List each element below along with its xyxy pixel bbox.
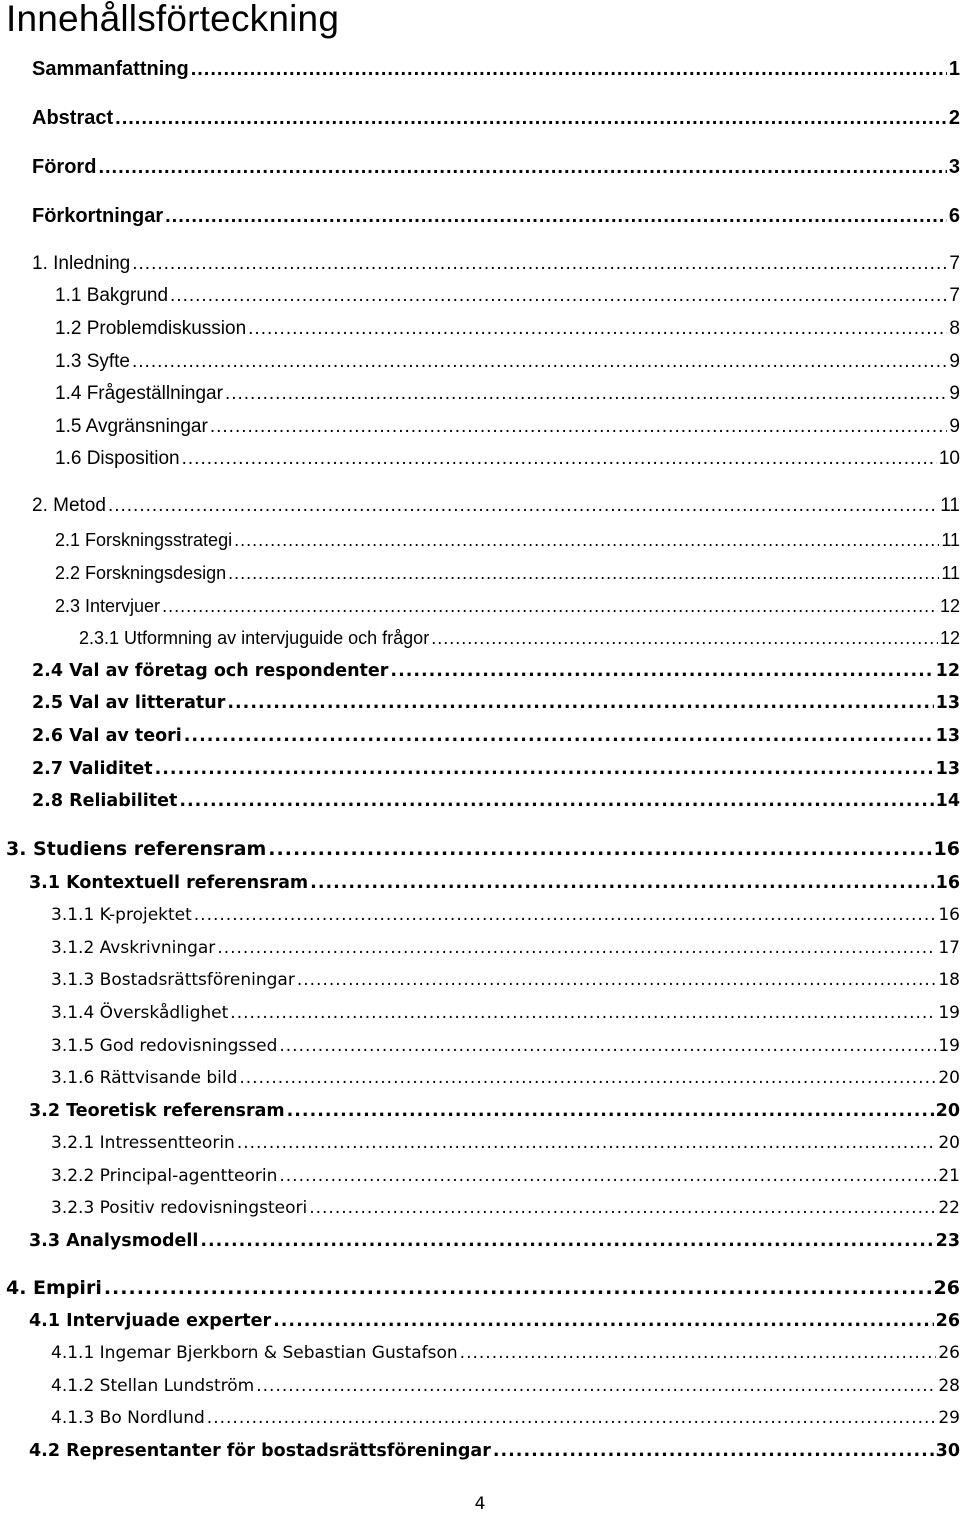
- toc-entry[interactable]: 3.1.1 K-projektet ..... 16: [51, 905, 960, 935]
- toc-entry[interactable]: 3.2 Teoretisk referensram ..... 20: [29, 1101, 960, 1131]
- toc-entry[interactable]: 1.3 Syfte ..... 9: [55, 351, 960, 381]
- toc-entry[interactable]: 2.5 Val av litteratur ..... 13: [32, 693, 960, 723]
- toc-entry[interactable]: 2.2 Forskningsdesign ..... 11: [55, 563, 960, 593]
- toc-entry[interactable]: 4.1.3 Bo Nordlund ..... 29: [51, 1408, 960, 1438]
- toc-entry[interactable]: 1. Inledning ..... 7: [32, 253, 960, 283]
- toc-entry[interactable]: 2.4 Val av företag och respondenter ..... 12: [32, 661, 960, 691]
- toc-entry[interactable]: 2.3 Intervjuer ..... 12: [55, 596, 960, 626]
- toc-entry[interactable]: Sammanfattning ..... 1: [32, 58, 960, 88]
- toc-entry[interactable]: 2.6 Val av teori ..... 13: [32, 726, 960, 756]
- toc-entry[interactable]: Abstract ..... 2: [32, 107, 960, 137]
- toc-entry[interactable]: 1.1 Bakgrund ..... 7: [55, 285, 960, 315]
- toc-entry[interactable]: 2.3.1 Utformning av intervjuguide och frågor ..... 12: [79, 628, 960, 658]
- page-number: 4: [474, 1494, 486, 1514]
- toc-entry[interactable]: 1.5 Avgränsningar ..... 9: [55, 416, 960, 446]
- toc-entry[interactable]: 3.1 Kontextuell referensram ..... 16: [29, 873, 960, 903]
- toc-entry[interactable]: 1.6 Disposition ..... 10: [55, 448, 960, 478]
- toc-entry[interactable]: 3.1.5 God redovisningssed ..... 19: [51, 1036, 960, 1066]
- toc-entry[interactable]: Förkortningar ..... 6: [32, 205, 960, 235]
- toc-entry[interactable]: 3.1.6 Rättvisande bild ..... 20: [51, 1068, 960, 1098]
- toc-entry[interactable]: 2.8 Reliabilitet ..... 14: [32, 791, 960, 821]
- toc-entry[interactable]: 4. Empiri ..... 26: [6, 1277, 960, 1307]
- toc-entry[interactable]: 3.1.2 Avskrivningar ..... 17: [51, 938, 960, 968]
- toc-entry[interactable]: 3.1.3 Bostadsrättsföreningar ..... 18: [51, 970, 960, 1000]
- toc-entry[interactable]: 1.2 Problemdiskussion ..... 8: [55, 318, 960, 348]
- toc-entry[interactable]: 2.1 Forskningsstrategi ..... 11: [55, 530, 960, 560]
- toc-entry[interactable]: 4.1 Intervjuade experter ..... 26: [29, 1311, 960, 1341]
- toc-entry[interactable]: 4.1.2 Stellan Lundström ..... 28: [51, 1376, 960, 1406]
- toc-entry[interactable]: 3.2.1 Intressentteorin ..... 20: [51, 1133, 960, 1163]
- toc-entry[interactable]: 3. Studiens referensram ..... 16: [6, 838, 960, 868]
- toc-entry[interactable]: 1.4 Frågeställningar ..... 9: [55, 383, 960, 413]
- toc-entry[interactable]: 2. Metod ..... 11: [32, 495, 960, 525]
- toc-entry[interactable]: 3.2.3 Positiv redovisningsteori ..... 22: [51, 1198, 960, 1228]
- toc-entry[interactable]: 4.1.1 Ingemar Bjerkborn & Sebastian Gustafson ..... 26: [51, 1343, 960, 1373]
- toc-heading: Innehållsförteckning: [6, 0, 340, 39]
- toc-entry[interactable]: Förord ..... 3: [32, 156, 960, 186]
- toc-entry[interactable]: 4.2 Representanter för bostadsrättsföreningar ..... 30: [29, 1441, 960, 1471]
- toc-entry[interactable]: 3.2.2 Principal-agentteorin ..... 21: [51, 1166, 960, 1196]
- toc-entry[interactable]: 3.3 Analysmodell ..... 23: [29, 1231, 960, 1261]
- toc-entry[interactable]: 3.1.4 Överskådlighet ..... 19: [51, 1003, 960, 1033]
- toc-entry[interactable]: 2.7 Validitet ..... 13: [32, 759, 960, 789]
